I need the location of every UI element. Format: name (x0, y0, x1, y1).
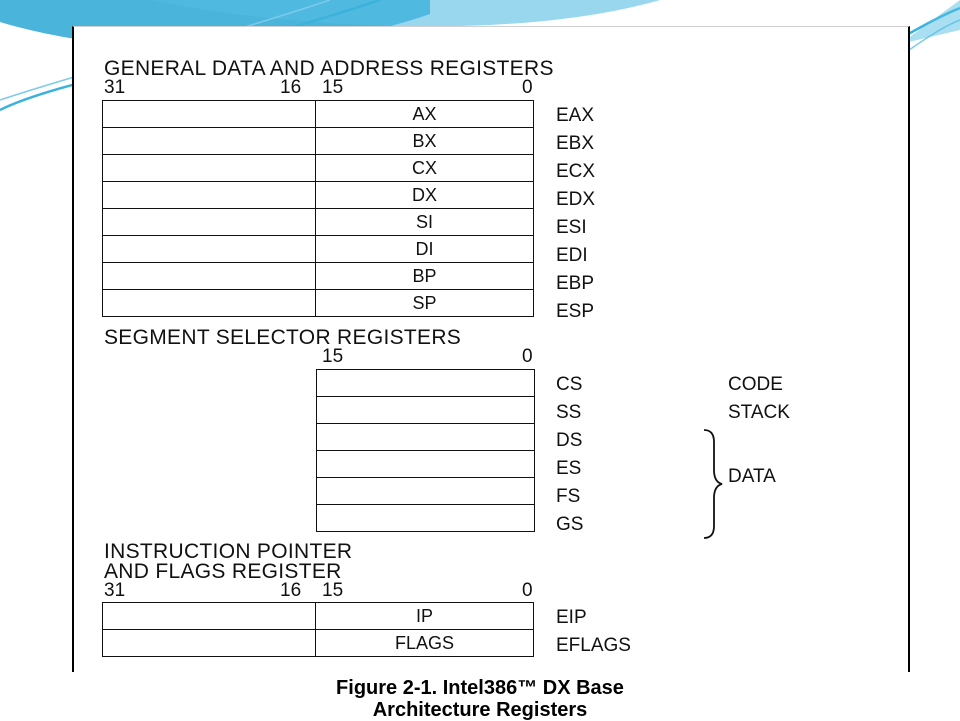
segment-register-name: DS (556, 430, 583, 451)
register-32bit-name: ESI (556, 217, 587, 238)
register-32bit-name: EAX (556, 105, 595, 126)
figure-caption (0, 677, 960, 721)
caption-line2: Architecture Registers (372, 699, 588, 721)
general-register-table (102, 100, 534, 317)
high-word-cell (103, 290, 316, 317)
bit-0-label: 0 (522, 346, 533, 367)
segment-registers-title: SEGMENT SELECTOR REGISTERS (104, 326, 462, 349)
high-word-cell (103, 603, 316, 630)
segment-cell (317, 397, 535, 424)
segment-row (317, 451, 535, 478)
register-32bit-name: EIP (556, 607, 587, 628)
high-word-cell (103, 209, 316, 236)
pointer-register-table (102, 602, 534, 657)
register-row (103, 630, 534, 657)
register-row (103, 236, 534, 263)
segment-row (317, 397, 535, 424)
bit-15-label: 15 (322, 77, 344, 98)
high-word-cell (103, 155, 316, 182)
segment-cell (317, 424, 535, 451)
stack-segment-label: STACK (728, 402, 790, 423)
bit-0-label: 0 (522, 580, 533, 601)
bit-0-label: 0 (522, 77, 533, 98)
register-32bit-name: EDI (556, 245, 588, 266)
bit-31-label: 31 (104, 580, 126, 601)
segment-row (317, 505, 535, 532)
segment-row (317, 478, 535, 505)
register-row (103, 263, 534, 290)
high-word-cell (103, 630, 316, 657)
segment-cell (317, 370, 535, 397)
general-registers-title: GENERAL DATA AND ADDRESS REGISTERS (104, 57, 554, 80)
caption-line1: Figure 2-1. Intel386™ DX Base (336, 677, 624, 699)
high-word-cell (103, 182, 316, 209)
register-32bit-name: EDX (556, 189, 596, 210)
register-row (103, 101, 534, 128)
register-row (103, 182, 534, 209)
segment-register-name: ES (556, 458, 582, 479)
segment-row (317, 370, 535, 397)
register-32bit-name: ESP (556, 301, 595, 322)
segment-row (317, 424, 535, 451)
segment-register-name: SS (556, 402, 582, 423)
code-segment-label: CODE (728, 374, 783, 395)
high-word-cell (103, 101, 316, 128)
register-row (103, 155, 534, 182)
bit-16-label: 16 (280, 77, 302, 98)
high-word-cell (103, 263, 316, 290)
register-low-name: FLAGS (316, 630, 534, 657)
pointer-section-title-line2: AND FLAGS REGISTER (104, 560, 342, 583)
register-row (103, 128, 534, 155)
register-low-name: AX (316, 101, 534, 128)
register-32bit-name: EBP (556, 273, 595, 294)
register-32bit-name: EFLAGS (556, 635, 631, 656)
register-low-name: BX (316, 128, 534, 155)
segment-register-table (316, 369, 535, 532)
segment-register-name: FS (556, 486, 581, 507)
bit-15-label: 15 (322, 580, 344, 601)
segment-cell (317, 478, 535, 505)
segment-cell (317, 505, 535, 532)
segment-register-name: GS (556, 514, 584, 535)
register-low-name: IP (316, 603, 534, 630)
register-row (103, 209, 534, 236)
data-segments-label: DATA (728, 466, 776, 487)
bit-15-label: 15 (322, 346, 344, 367)
register-low-name: CX (316, 155, 534, 182)
register-row (103, 290, 534, 317)
register-low-name: SI (316, 209, 534, 236)
pointer-section-title-line1: INSTRUCTION POINTER (104, 540, 353, 563)
high-word-cell (103, 236, 316, 263)
register-32bit-name: EBX (556, 133, 595, 154)
segment-cell (317, 451, 535, 478)
bit-31-label: 31 (104, 77, 126, 98)
register-low-name: BP (316, 263, 534, 290)
register-low-name: SP (316, 290, 534, 317)
register-low-name: DI (316, 236, 534, 263)
register-low-name: DX (316, 182, 534, 209)
segment-register-name: CS (556, 374, 583, 395)
bit-16-label: 16 (280, 580, 302, 601)
high-word-cell (103, 128, 316, 155)
register-32bit-name: ECX (556, 161, 596, 182)
register-row (103, 603, 534, 630)
data-segments-brace (700, 428, 724, 540)
